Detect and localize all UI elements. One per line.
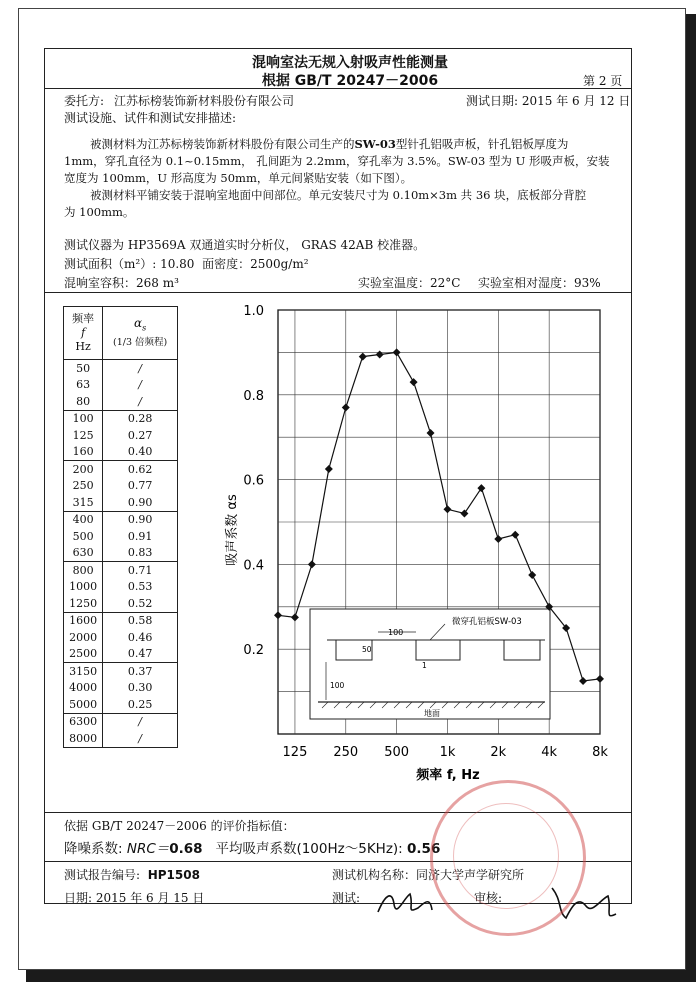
eval-title: 依据 GB/T 20247－2006 的评价指标值： xyxy=(64,819,295,833)
alpha-cell: 0.58 xyxy=(103,612,178,629)
frequency-cell: 125 xyxy=(64,427,103,444)
y-tick-label: 0.2 xyxy=(243,643,264,659)
alpha-subscript: s xyxy=(142,323,147,333)
y-tick-label: 0.4 xyxy=(243,558,264,574)
x-tick-label: 125 xyxy=(282,745,308,760)
x-tick-label: 8k xyxy=(592,745,608,760)
inset-floor-label: 地面 xyxy=(424,709,440,718)
alpha-cell: 0.25 xyxy=(103,696,178,713)
header-frequency-unit: Hz xyxy=(75,340,91,353)
report-number-line xyxy=(64,866,200,883)
y-tick-label: 0.6 xyxy=(243,473,264,489)
doc-title: 混响室法无规入射吸声性能测量 xyxy=(252,55,448,71)
alpha-cell: 0.83 xyxy=(103,545,178,562)
alpha-cell: 0.30 xyxy=(103,680,178,697)
y-tick-labels xyxy=(243,304,264,658)
tester-label: 测试: xyxy=(332,891,361,905)
institute-seal-inner xyxy=(453,803,559,909)
frequency-cell: 5000 xyxy=(64,696,103,713)
para2-line2: 为 100mm。 xyxy=(64,205,135,219)
x-tick-label: 4k xyxy=(541,745,558,760)
x-tick-label: 500 xyxy=(384,745,410,760)
alpha-cell: 0.28 xyxy=(103,410,178,427)
frequency-cell: 50 xyxy=(64,360,103,377)
institute-seal xyxy=(430,780,586,936)
para2-line1: 被测材料平铺安装于混响室地面中间部位。单元安装尺寸为 0.10m×3m 共 36 块，底板部分背腔 xyxy=(90,188,587,202)
inset-thickness-mark: 1 xyxy=(422,661,427,670)
frequency-cell: 250 xyxy=(64,478,103,495)
frequency-cell: 2500 xyxy=(64,646,103,663)
data-point xyxy=(511,531,519,539)
frequency-cell: 800 xyxy=(64,562,103,579)
frequency-cell: 2000 xyxy=(64,629,103,646)
alpha-cell: / xyxy=(103,393,178,410)
relative-humidity: 实验室相对湿度：93% xyxy=(478,276,601,290)
inset-dim-cavity: 100 xyxy=(330,681,345,690)
alpha-cell: / xyxy=(103,360,178,377)
y-tick-label: 1.0 xyxy=(243,304,264,319)
frequency-cell: 8000 xyxy=(64,730,103,747)
page-number: 第 2 页 xyxy=(583,74,623,88)
data-point xyxy=(274,611,282,619)
instrument-line: 测试仪器为 HP3569A 双通道实时分析仪， GRAS 42AB 校准器。 xyxy=(64,238,426,252)
data-point xyxy=(359,353,367,361)
data-point xyxy=(596,675,604,683)
frequency-cell: 3150 xyxy=(64,663,103,680)
alpha-cell: 0.77 xyxy=(103,478,178,495)
para1-line2: 1mm，穿孔直径为 0.1~0.15mm， 孔间距为 2.2mm，穿孔率为 3.5%。SW-03 型为 U 形吸声板，安装 xyxy=(64,154,610,168)
x-axis-label: 频率 f, Hz xyxy=(416,768,480,783)
data-point xyxy=(376,351,384,359)
alpha-cell: 0.71 xyxy=(103,562,178,579)
frequency-cell: 63 xyxy=(64,377,103,394)
frequency-cell: 6300 xyxy=(64,713,103,730)
area-value: 10.80 xyxy=(160,257,195,271)
frequency-cell: 200 xyxy=(64,461,103,478)
nrc-label: 降噪系数: xyxy=(64,841,123,857)
x-tick-label: 1k xyxy=(439,745,456,760)
header-frequency-symbol: f xyxy=(81,326,86,339)
para1-text-b: 型针孔铝吸声板，针孔铝板厚度为 xyxy=(395,137,569,151)
inset-panel-label: 微穿孔铝板SW-03 xyxy=(452,617,522,627)
institute-name: 测试机构名称：同济大学声学研究所 xyxy=(332,868,525,882)
alpha-cell: / xyxy=(103,713,178,730)
alpha-cell: / xyxy=(103,377,178,394)
client-name: 江苏标榜装饰新材料股份有限公司 xyxy=(114,94,295,108)
y-tick-label: 0.8 xyxy=(243,388,264,404)
doc-standard: 根据 GB/T 20247－2006 xyxy=(261,73,439,89)
alpha-letter: α xyxy=(134,316,143,331)
room-temperature: 实验室温度：22°C xyxy=(358,276,461,290)
data-point xyxy=(410,378,418,386)
inset-dim-height: 50 xyxy=(362,645,372,654)
alpha-cell: 0.62 xyxy=(103,461,178,478)
alpha-cell: 0.47 xyxy=(103,646,178,663)
installation-inset xyxy=(310,609,550,719)
section-title: 测试设施、试件和测试安排描述: xyxy=(64,111,237,125)
data-point xyxy=(460,510,468,518)
frequency-cell: 160 xyxy=(64,444,103,461)
header-alpha-band: (1/3 倍频程) xyxy=(113,336,168,348)
frequency-cell: 400 xyxy=(64,511,103,528)
x-tick-label: 250 xyxy=(333,745,359,760)
inset-dim-width: 100 xyxy=(388,628,404,637)
client-label: 委托方: xyxy=(64,94,105,108)
density-label: 面密度： xyxy=(202,257,251,271)
data-point xyxy=(528,571,536,579)
data-point xyxy=(291,613,299,621)
data-point xyxy=(393,348,401,356)
data-point xyxy=(427,429,435,437)
frequency-cell: 4000 xyxy=(64,680,103,697)
frequency-cell: 1600 xyxy=(64,612,103,629)
data-point xyxy=(494,535,502,543)
frequency-cell: 500 xyxy=(64,528,103,545)
area-label: 测试面积（m²）: xyxy=(64,257,157,271)
page-shadow-bottom xyxy=(26,968,696,982)
y-axis-label xyxy=(224,494,240,566)
alpha-cell: 0.90 xyxy=(103,494,178,511)
nrc-value: 0.68 xyxy=(169,841,203,857)
frequency-cell: 80 xyxy=(64,393,103,410)
x-tick-labels xyxy=(283,745,609,760)
frequency-cell: 630 xyxy=(64,545,103,562)
y-axis-label-text: 吸声系数 αs xyxy=(225,494,240,566)
frequency-cell: 315 xyxy=(64,494,103,511)
room-volume: 混响室容积：268 m³ xyxy=(64,276,179,290)
nrc-symbol: NRC＝ xyxy=(126,841,170,857)
data-point xyxy=(579,677,587,685)
avg-label: 平均吸声系数(100Hz～5KHz): xyxy=(215,841,403,857)
test-date: 测试日期: 2015 年 6 月 12 日 xyxy=(466,94,631,108)
para1-text-a: 被测材料为江苏标榜装饰新材料股份有限公司生产的 xyxy=(90,137,355,151)
frequency-cell: 1250 xyxy=(64,595,103,612)
x-tick-label: 2k xyxy=(490,745,507,760)
alpha-cell: 0.52 xyxy=(103,595,178,612)
data-point xyxy=(443,505,451,513)
header-frequency-line1: 频率 xyxy=(72,312,95,325)
alpha-cell: / xyxy=(103,730,178,747)
data-point xyxy=(308,560,316,568)
reviewer-label: 审核: xyxy=(474,891,503,905)
data-point xyxy=(342,404,350,412)
alpha-cell: 0.40 xyxy=(103,444,178,461)
frequency-cell: 100 xyxy=(64,410,103,427)
issue-date: 日期: 2015 年 6 月 15 日 xyxy=(64,891,205,905)
data-point xyxy=(477,484,485,492)
avg-value: 0.56 xyxy=(407,841,441,857)
alpha-cell: 0.27 xyxy=(103,427,178,444)
para1-line3: 宽度为 100mm，U 形高度为 50mm，单元间紧贴安装（如下图）。 xyxy=(64,171,413,185)
nrc-line xyxy=(64,837,440,857)
alpha-cell: 0.91 xyxy=(103,528,178,545)
report-number: HP1508 xyxy=(147,868,200,882)
data-point xyxy=(325,465,333,473)
density-value: 2500g/m² xyxy=(250,257,309,271)
alpha-cell: 0.46 xyxy=(103,629,178,646)
alpha-cell: 0.37 xyxy=(103,663,178,680)
alpha-cell: 0.53 xyxy=(103,579,178,596)
report-number-label: 测试报告编号: xyxy=(64,868,141,882)
para1-model: SW-03 xyxy=(354,137,396,151)
frequency-cell: 1000 xyxy=(64,579,103,596)
alpha-cell: 0.90 xyxy=(103,511,178,528)
